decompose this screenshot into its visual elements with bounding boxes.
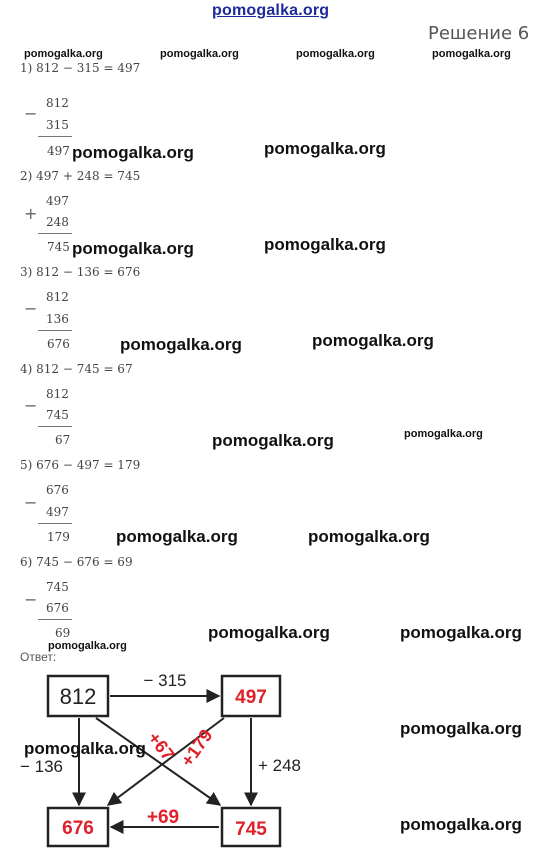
node-676: 676 <box>62 818 94 839</box>
operand-bottom: 136 <box>46 312 69 326</box>
edge-left-label: − 136 <box>20 757 64 776</box>
operator: − <box>24 104 38 123</box>
watermark: pomogalka.org <box>400 815 522 834</box>
watermark: pomogalka.org <box>208 623 330 642</box>
operand-top: 497 <box>46 194 69 208</box>
watermark: pomogalka.org <box>72 143 194 162</box>
operator: − <box>24 590 38 609</box>
watermark: pomogalka.org <box>404 428 483 440</box>
operand-bottom: 745 <box>46 408 69 422</box>
result: 69 <box>55 626 71 640</box>
node-745: 745 <box>235 819 267 840</box>
operand-bottom: 315 <box>46 118 69 132</box>
watermark: pomogalka.org <box>116 527 238 546</box>
sum-line <box>38 330 72 331</box>
watermark: pomogalka.org <box>72 239 194 258</box>
equation: 2) 497 + 248 = 745 <box>20 169 141 183</box>
watermark: pomogalka.org <box>24 739 146 758</box>
operand-top: 812 <box>46 387 69 401</box>
operator: − <box>24 493 38 512</box>
watermark: pomogalka.org <box>120 335 242 354</box>
page-title: Решение 6 <box>428 23 530 44</box>
operand-bottom: 676 <box>46 601 69 615</box>
sum-line <box>38 426 72 427</box>
operator: + <box>24 204 38 223</box>
equation: 6) 745 − 676 = 69 <box>20 555 133 569</box>
operand-bottom: 497 <box>46 505 69 519</box>
result: 745 <box>47 240 70 254</box>
site-link[interactable]: pomogalka.org <box>212 2 330 19</box>
operand-top: 676 <box>46 483 69 497</box>
equation: 5) 676 − 497 = 179 <box>20 458 141 472</box>
result: 497 <box>47 144 70 158</box>
watermark: pomogalka.org <box>264 139 386 158</box>
node-812: 812 <box>59 684 97 709</box>
operand-top: 812 <box>46 96 69 110</box>
operand-top: 745 <box>46 580 69 594</box>
edge-right-label: + 248 <box>258 756 302 775</box>
watermark: pomogalka.org <box>308 527 430 546</box>
watermark: pomogalka.org <box>400 719 522 738</box>
diag-label-b: +179 <box>176 725 217 771</box>
watermark: pomogalka.org <box>24 48 103 60</box>
operand-top: 812 <box>46 290 69 304</box>
equation: 3) 812 − 136 = 676 <box>20 265 141 279</box>
equation: 1) 812 − 315 = 497 <box>20 61 141 75</box>
watermark: pomogalka.org <box>264 235 386 254</box>
watermark: pomogalka.org <box>212 431 334 450</box>
watermark: pomogalka.org <box>48 640 127 652</box>
operator: − <box>24 299 38 318</box>
result: 67 <box>55 433 71 447</box>
sum-line <box>38 136 72 137</box>
operator: − <box>24 396 38 415</box>
watermark: pomogalka.org <box>432 48 511 60</box>
sum-line <box>38 233 72 234</box>
equation: 4) 812 − 745 = 67 <box>20 362 133 376</box>
edge-top-label: − 315 <box>143 671 187 690</box>
watermark: pomogalka.org <box>296 48 375 60</box>
operand-bottom: 248 <box>46 215 69 229</box>
edge-bottom-label: +69 <box>146 807 180 828</box>
watermark: pomogalka.org <box>312 331 434 350</box>
result: 179 <box>47 530 70 544</box>
sum-line <box>38 523 72 524</box>
sum-line <box>38 619 72 620</box>
node-497: 497 <box>235 687 267 708</box>
watermark: pomogalka.org <box>160 48 239 60</box>
diag-label-a: +67 <box>143 728 179 765</box>
answer-label: Ответ: <box>20 650 57 664</box>
result: 676 <box>47 337 70 351</box>
watermark: pomogalka.org <box>400 623 522 642</box>
